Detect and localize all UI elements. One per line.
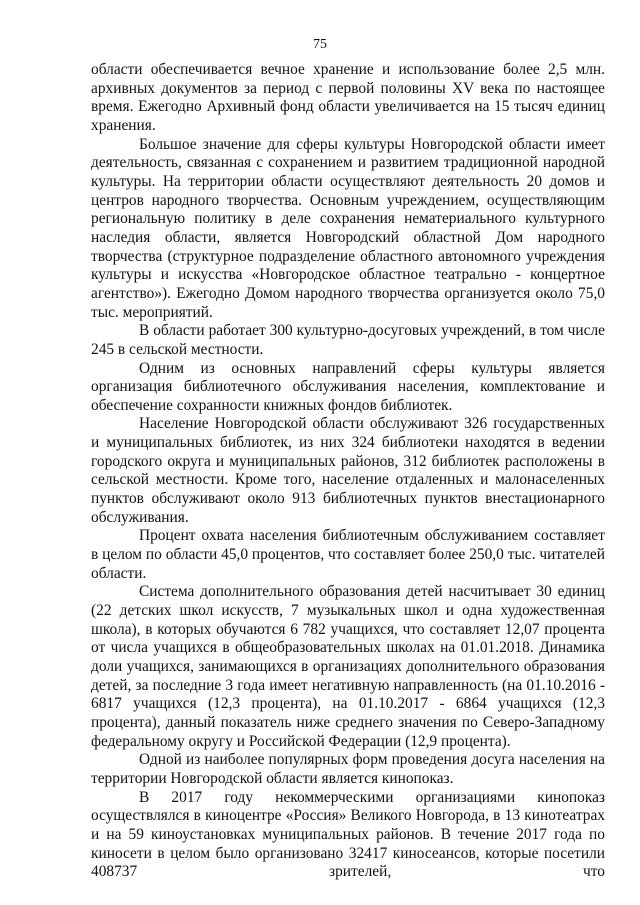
paragraph-library-coverage: Процент охвата населения библиотечным обслуживанием составляет в целом по области 45,0 процентов, что составляет более 250,0 тыс. читателей области.	[91, 527, 605, 582]
body-text	[91, 61, 605, 882]
paragraph-cultural-institutions: В области работает 300 культурно-досуговых учреждений, в том числе 245 в сельской местности.	[91, 322, 605, 358]
paragraph-additional-education: Система дополнительного образования детей насчитывает 30 единиц (22 детских школ искусств, 7 музыкальных школ и одна художественная школа), в которых обучаются 6 782 учащихся, что составляет 12,07 процента от числа учащихся в общеобразовательных школах на 01.01.2018. Динамика доли учащихся, занимающихся в организациях дополнительного образования детей, за последние 3 года имеет негативную направленность (на 01.10.2016 - 6817 учащихся (12,3 процента), на 01.10.2017 - 6864 учащихся (12,3 процента), данный показатель ниже среднего значения по Северо-Западному федеральному округу и Российской Федерации (12,9 процента).	[91, 583, 605, 750]
paragraph-cinema-intro: Одной из наиболее популярных форм проведения досуга населения на территории Новгородской области является кинопоказ.	[91, 751, 605, 787]
paragraph-library-service: Одним из основных направлений сферы культуры является организация библиотечного обслуживания населения, комплектование и обеспечение сохранности книжных фондов библиотек.	[91, 359, 605, 414]
paragraph-libraries-count: Население Новгородской области обслуживают 326 государственных и муниципальных библиотек, из них 324 библиотеки находятся в ведении городского округа и муниципальных районов, 312 библиотек расположены в сельской местности. Кроме того, население отдаленных и малонаселенных пунктов обслуживают около 913 библиотечных пунктов внестационарного обслуживания.	[91, 415, 605, 526]
paragraph-folk-culture: Большое значение для сферы культуры Новгородской области имеет деятельность, связанная с сохранением и развитием традиционной народной культуры. На территории области осуществляют деятельность 20 домов и центров народного творчества. Основным учреждением, осуществляющим региональную политику в деле сохранения нематериального культурного наследия области, является Новгородский областной Дом народного творчества (структурное подразделение областного автономного учреждения культуры и искусства «Новгородское областное театрально - концертное агентство»). Ежегодно Домом народного творчества организуется около 75,0 тыс. мероприятий.	[91, 135, 605, 321]
paragraph-archive-continuation: области обеспечивается вечное хранение и использование более 2,5 млн. архивных документов за период с первой половины XV века по настоящее время. Ежегодно Архивный фонд области увеличивается на 15 тысяч единиц хранения.	[91, 61, 605, 134]
page-number: 75	[313, 37, 327, 52]
paragraph-cinema-2017: В 2017 году некоммерческими организациями кинопоказ осуществлялся в киноцентре «Россия» Великого Новгорода, в 13 кинотеатрах и на 59 киноустановках муниципальных районов. В течение 2017 года по киносети в целом было организовано 32417 киносеансов, которые посетили 408737 зрителей, что	[91, 788, 605, 881]
